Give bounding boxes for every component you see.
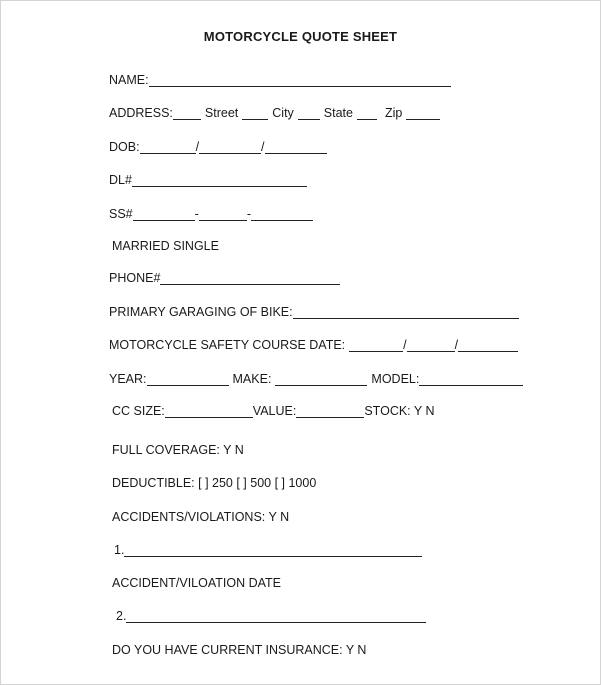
value-label: VALUE: [252, 404, 297, 418]
ss-dash-2: - [246, 207, 251, 221]
state-label: State [323, 106, 353, 120]
state-field[interactable] [357, 107, 377, 120]
make-field[interactable] [275, 373, 367, 386]
address-label: ADDRESS: [109, 106, 173, 120]
cc-size-field[interactable] [165, 405, 253, 418]
item-2-field[interactable] [126, 610, 426, 623]
dob-month-field[interactable] [140, 141, 196, 154]
ss-label: SS# [109, 207, 133, 221]
dob-slash-1: / [195, 140, 200, 154]
accident-item-1-row [114, 541, 422, 557]
model-label: MODEL: [371, 372, 420, 386]
dob-year-field[interactable] [265, 141, 327, 154]
safety-month-field[interactable] [349, 339, 403, 352]
safety-day-field[interactable] [407, 339, 455, 352]
phone-field[interactable] [160, 272, 340, 285]
item-2-label: 2. [116, 609, 127, 623]
model-field[interactable] [419, 373, 523, 386]
safety-year-field[interactable] [458, 339, 518, 352]
address-row [109, 104, 440, 120]
safety-slash-2: / [454, 338, 459, 352]
dob-label: DOB: [109, 140, 140, 154]
street-field[interactable] [242, 107, 268, 120]
garaging-row [109, 303, 519, 319]
year-label: YEAR: [109, 372, 147, 386]
safety-course-row [109, 336, 518, 352]
current-insurance-option[interactable]: DO YOU HAVE CURRENT INSURANCE: Y N [112, 643, 367, 657]
name-label: NAME: [109, 73, 149, 87]
year-field[interactable] [147, 373, 229, 386]
accident-item-2-row [116, 607, 426, 623]
full-coverage-option[interactable]: FULL COVERAGE: Y N [112, 443, 244, 457]
cc-size-label: CC SIZE: [112, 404, 165, 418]
dob-row [109, 138, 327, 154]
city-field[interactable] [298, 107, 320, 120]
name-field[interactable] [149, 74, 451, 87]
zip-field[interactable] [406, 107, 440, 120]
zip-label: Zip [384, 106, 403, 120]
street-label: Street [204, 106, 239, 120]
ss-part2-field[interactable] [199, 208, 247, 221]
accidents-option[interactable]: ACCIDENTS/VIOLATIONS: Y N [112, 510, 290, 524]
make-label: MAKE: [232, 372, 272, 386]
marital-status-row [112, 237, 219, 253]
safety-slash-1: / [403, 338, 407, 352]
ss-part3-field[interactable] [251, 208, 313, 221]
dl-field[interactable] [132, 174, 307, 187]
stock-option[interactable]: STOCK: Y N [364, 404, 435, 418]
accident-date-row [112, 574, 281, 590]
city-label: City [272, 106, 294, 120]
marital-status-options[interactable]: MARRIED SINGLE [112, 239, 219, 253]
safety-course-label: MOTORCYCLE SAFETY COURSE DATE: [109, 338, 346, 352]
item-1-label: 1. [114, 543, 125, 557]
dl-label: DL# [109, 173, 132, 187]
page-title: MOTORCYCLE QUOTE SHEET [203, 29, 398, 44]
garaging-field[interactable] [293, 306, 519, 319]
accidents-row [112, 508, 289, 524]
dob-day-field[interactable] [199, 141, 261, 154]
cc-value-row [112, 402, 435, 418]
ss-row [109, 205, 313, 221]
dob-slash-2: / [261, 140, 265, 154]
name-row [109, 71, 451, 87]
deductible-options[interactable]: DEDUCTIBLE: [ ] 250 [ ] 500 [ ] 1000 [112, 476, 317, 490]
deductible-row [112, 474, 316, 490]
ss-dash-1: - [194, 207, 199, 221]
phone-row [109, 269, 340, 285]
value-field[interactable] [296, 405, 364, 418]
accident-date-label: ACCIDENT/VILOATION DATE [112, 576, 282, 590]
address-field[interactable] [173, 107, 201, 120]
phone-label: PHONE# [109, 271, 161, 285]
garaging-label: PRIMARY GARAGING OF BIKE: [109, 305, 293, 319]
full-coverage-row [112, 441, 244, 457]
vehicle-row [109, 370, 523, 386]
ss-part1-field[interactable] [133, 208, 195, 221]
item-1-field[interactable] [124, 544, 422, 557]
current-insurance-row [112, 641, 366, 657]
dl-row [109, 171, 307, 187]
